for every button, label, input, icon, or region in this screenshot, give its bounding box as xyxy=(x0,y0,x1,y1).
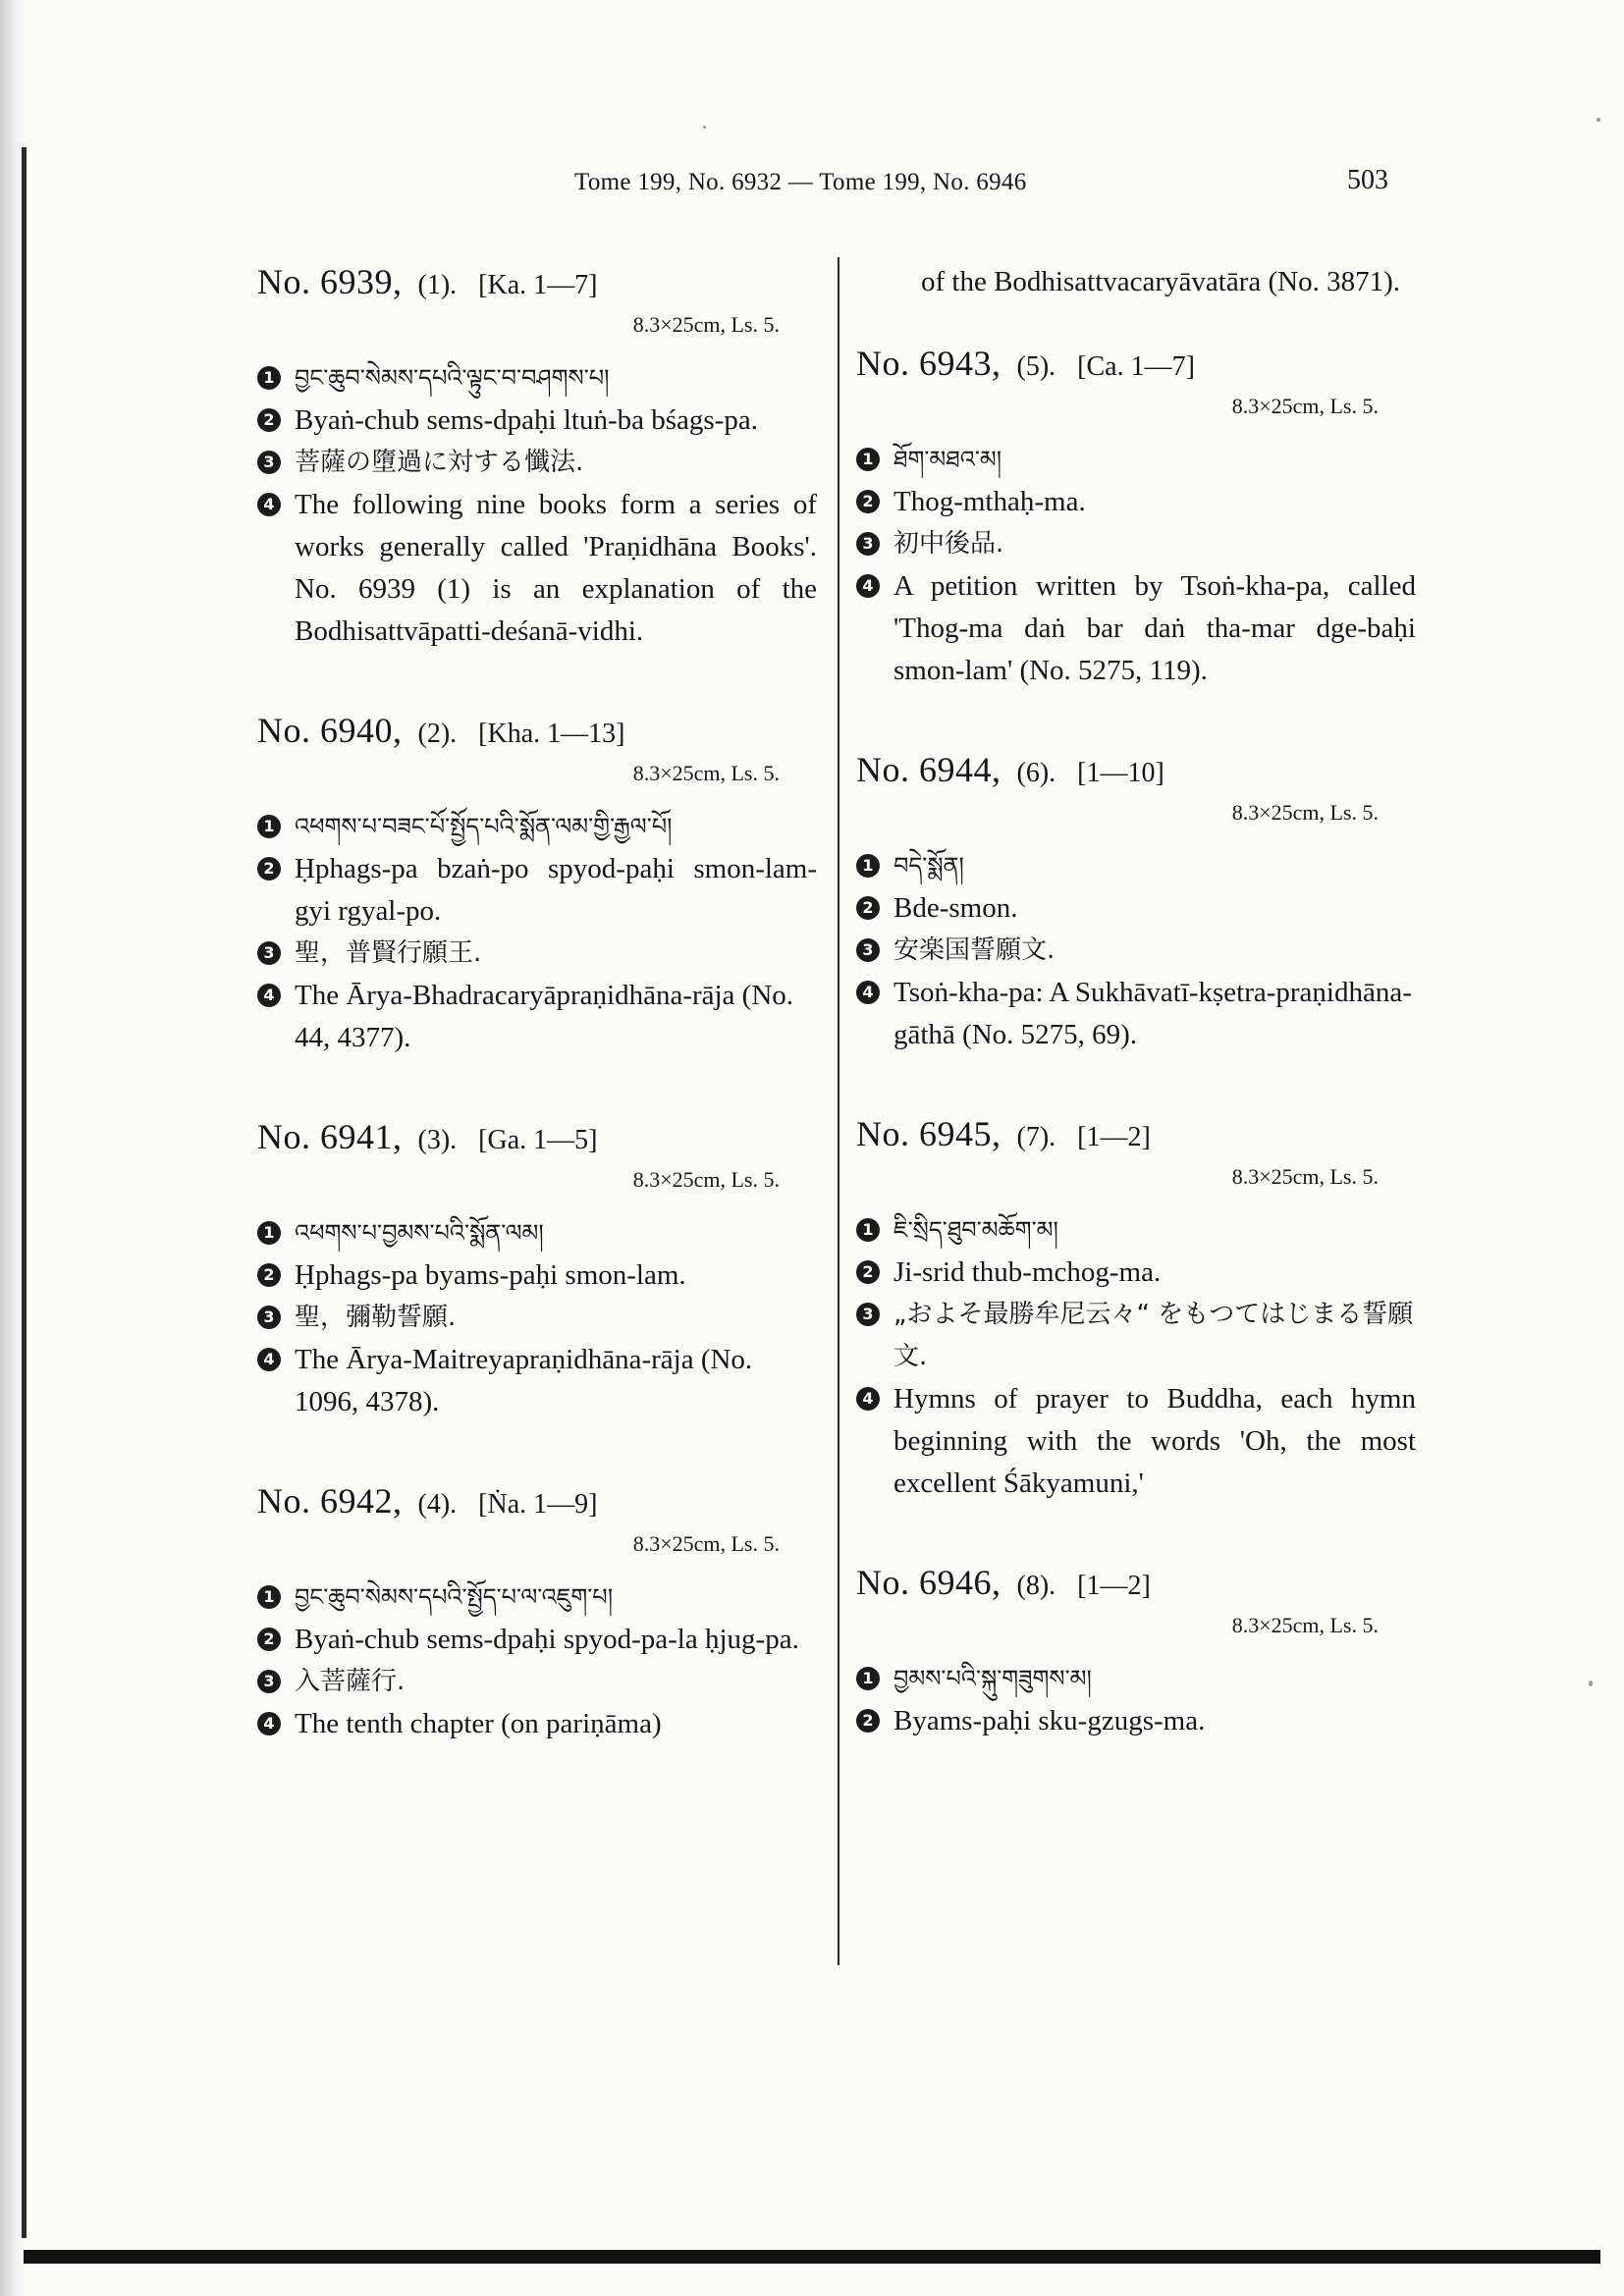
tibetan-title: ཐོག་མཐའ་མ། xyxy=(893,446,1002,473)
circled-number-marker: 2 xyxy=(856,490,880,513)
entry-item-transliteration xyxy=(856,481,1416,523)
circled-number-marker: 4 xyxy=(856,981,880,1004)
catalog-entry xyxy=(856,1113,1416,1505)
entry-folio-range: [1—2] xyxy=(1077,1122,1151,1152)
circled-number-marker: 1 xyxy=(257,366,281,390)
entry-size-spec: 8.3×25cm, Ls. 5. xyxy=(632,761,780,785)
japanese-title: 菩薩の墮過に対する懺法. xyxy=(295,448,584,477)
circled-number-marker: 2 xyxy=(856,1709,880,1733)
japanese-title: „およそ最勝牟尼云々“ をもつてはじまる誓願文. xyxy=(893,1300,1414,1371)
right-column xyxy=(856,261,1416,1799)
entry-number: No. 6939, xyxy=(257,262,403,301)
entry-number: No. 6942, xyxy=(257,1481,403,1521)
entry-item-japanese xyxy=(257,933,817,975)
circled-number-marker: 1 xyxy=(856,1667,880,1690)
catalog-entry xyxy=(257,261,817,653)
entry-item-description xyxy=(257,1703,817,1745)
catalog-entry xyxy=(257,1116,817,1423)
entry-number: No. 6946, xyxy=(856,1563,1001,1602)
circled-number-marker: 2 xyxy=(856,896,880,920)
scan-speck xyxy=(1589,1681,1593,1686)
transliterated-title: Bde-smon. xyxy=(893,892,1018,924)
circled-number-marker: 1 xyxy=(257,815,281,838)
tibetan-title: འཕགས་པ་བཟང་པོ་སྤྱོད་པའི་སྨོན་ལམ་གྱི་རྒྱལ་པོ། xyxy=(295,813,673,840)
english-description: Hymns of prayer to Buddha, each hymn beginning with the words 'Oh, the most excellent Śākyamuni,' xyxy=(893,1383,1416,1499)
entry-heading xyxy=(257,710,817,751)
entry-size-spec: 8.3×25cm, Ls. 5. xyxy=(1231,1613,1379,1637)
entry-sequence: (8). xyxy=(1016,1571,1056,1601)
circled-number-marker: 3 xyxy=(257,941,281,965)
scan-speck xyxy=(1597,118,1600,122)
japanese-title: 聖，彌勒誓願. xyxy=(295,1303,457,1332)
circled-number-marker: 1 xyxy=(257,1221,281,1245)
entry-heading xyxy=(856,343,1416,384)
transliterated-title: Ji-srid thub-mchog-ma. xyxy=(893,1256,1162,1288)
entry-item-description xyxy=(257,1339,817,1423)
entry-item-transliteration xyxy=(257,848,817,933)
entry-sequence: (4). xyxy=(417,1489,458,1520)
entry-folio-range: [Ga. 1—5] xyxy=(478,1125,598,1155)
page-header xyxy=(0,165,1624,204)
continued-description: of the Bodhisattvacaryāvatāra (No. 3871). xyxy=(921,266,1400,297)
entry-folio-range: [Ca. 1—7] xyxy=(1077,351,1195,382)
transliterated-title: Byams-paḥi sku-gzugs-ma. xyxy=(893,1705,1206,1736)
transliterated-title: Ḥphags-pa bzaṅ-po spyod-paḥi smon-lam-gyi rgyal-po. xyxy=(295,853,817,927)
entry-item-description xyxy=(856,972,1416,1056)
scan-bottom-border xyxy=(24,2250,1600,2264)
tibetan-title: བྱམས་པའི་སྐུ་གཟུགས་མ། xyxy=(893,1665,1092,1692)
entry-heading xyxy=(257,261,817,302)
transliterated-title: Ḥphags-pa byams-paḥi smon-lam. xyxy=(295,1259,686,1291)
transliterated-title: Byaṅ-chub sems-dpaḥi spyod-pa-la ḥjug-pa. xyxy=(295,1624,799,1655)
circled-number-marker: 3 xyxy=(257,451,281,474)
catalog-entry xyxy=(257,1480,817,1745)
entry-folio-range: [Ka. 1—7] xyxy=(478,270,598,300)
entry-item-tibetan xyxy=(856,1658,1416,1700)
catalog-entry xyxy=(856,749,1416,1056)
entry-item-transliteration xyxy=(257,1255,817,1297)
entry-item-japanese xyxy=(856,523,1416,565)
entry-item-japanese xyxy=(257,1661,817,1703)
tibetan-title: བྱང་ཆུབ་སེམས་དཔའི་སྤྱོད་པ་ལ་འཇུག་པ། xyxy=(295,1583,614,1611)
entry-folio-range: [Kha. 1—13] xyxy=(478,719,625,749)
tibetan-title: ཇི་སྲིད་ཐུབ་མཆོག་མ། xyxy=(893,1216,1058,1244)
catalog-entry xyxy=(257,710,817,1059)
entry-item-transliteration xyxy=(257,400,817,442)
page-number: 503 xyxy=(1347,165,1388,195)
entry-item-transliteration xyxy=(257,1619,817,1661)
english-description: The Ārya-Bhadracaryāpraṇidhāna-rāja (No. 44, 4377). xyxy=(295,980,794,1053)
english-description: Tsoṅ-kha-pa: A Sukhāvatī-kṣetra-praṇidhāna-gāthā (No. 5275, 69). xyxy=(893,977,1412,1050)
entry-sequence: (7). xyxy=(1016,1122,1056,1152)
japanese-title: 初中後品. xyxy=(893,529,1004,559)
tibetan-title: འཕགས་པ་བྱམས་པའི་སྨོན་ལམ། xyxy=(295,1219,544,1247)
entry-item-tibetan xyxy=(257,1576,817,1619)
entry-sequence: (1). xyxy=(417,270,458,300)
circled-number-marker: 1 xyxy=(856,448,880,471)
entry-size-spec: 8.3×25cm, Ls. 5. xyxy=(1231,800,1379,825)
entry-item-tibetan xyxy=(257,806,817,848)
entry-item-description xyxy=(257,975,817,1059)
circled-number-marker: 4 xyxy=(257,1712,281,1735)
entry-folio-range: [1—10] xyxy=(1077,758,1164,788)
english-description: The Ārya-Maitreyapraṇidhāna-rāja (No. 1096, 4378). xyxy=(295,1344,753,1417)
circled-number-marker: 4 xyxy=(856,574,880,598)
tibetan-title: བདེ་སྨོན། xyxy=(893,852,964,880)
left-column xyxy=(257,261,817,1802)
entry-number: No. 6940, xyxy=(257,711,403,750)
japanese-title: 入菩薩行. xyxy=(295,1667,406,1696)
running-title: Tome 199, No. 6932 — Tome 199, No. 6946 xyxy=(574,169,1027,195)
entry-item-tibetan xyxy=(856,1209,1416,1252)
entry-item-transliteration xyxy=(856,1252,1416,1294)
entry-item-tibetan xyxy=(856,439,1416,481)
entry-item-description xyxy=(856,565,1416,692)
entry-number: No. 6944, xyxy=(856,750,1001,789)
entry-sequence: (5). xyxy=(1016,351,1056,382)
entry-sequence: (2). xyxy=(417,719,458,749)
entry-item-japanese xyxy=(856,1294,1416,1378)
entry-sequence: (6). xyxy=(1016,758,1056,788)
entry-item-japanese xyxy=(856,930,1416,972)
entry-heading xyxy=(856,749,1416,790)
english-description: A petition written by Tsoṅ-kha-pa, called 'Thog-ma daṅ bar daṅ tha-mar dge-baḥi smon-lam' (No. 5275, 119). xyxy=(893,570,1416,686)
circled-number-marker: 1 xyxy=(856,1218,880,1242)
english-description: The following nine books form a series of works generally called 'Praṇidhāna Books'. No. 6939 (1) is an explanation of the Bodhisattvāpatti-deśanā-vidhi. xyxy=(295,489,817,647)
entry-item-japanese xyxy=(257,1297,817,1339)
circled-number-marker: 2 xyxy=(257,408,281,432)
circled-number-marker: 4 xyxy=(257,1348,281,1371)
circled-number-marker: 3 xyxy=(257,1306,281,1329)
japanese-title: 安楽国誓願文. xyxy=(893,935,1056,965)
entry-heading xyxy=(856,1562,1416,1603)
english-description: The tenth chapter (on pariṇāma) xyxy=(295,1708,662,1739)
entry-sequence: (3). xyxy=(417,1125,458,1155)
circled-number-marker: 3 xyxy=(856,532,880,556)
circled-number-marker: 2 xyxy=(856,1260,880,1284)
entry-item-transliteration xyxy=(856,887,1416,930)
catalog-entry xyxy=(856,1562,1416,1742)
entry-size-spec: 8.3×25cm, Ls. 5. xyxy=(632,312,780,337)
entry-item-tibetan xyxy=(257,357,817,400)
entry-folio-range: [1—2] xyxy=(1077,1571,1151,1601)
circled-number-marker: 3 xyxy=(856,1303,880,1326)
transliterated-title: Thog-mthaḥ-ma. xyxy=(893,486,1086,517)
tibetan-title: བྱང་ཆུབ་སེམས་དཔའི་ལྟུང་བ་བཤགས་པ། xyxy=(295,364,610,392)
entry-heading xyxy=(257,1480,817,1522)
entry-item-tibetan xyxy=(856,845,1416,887)
circled-number-marker: 4 xyxy=(257,493,281,516)
scan-speck xyxy=(703,126,706,129)
circled-number-marker: 1 xyxy=(856,854,880,878)
circled-number-marker: 3 xyxy=(257,1670,281,1693)
entry-item-japanese xyxy=(257,442,817,484)
transliterated-title: Byaṅ-chub sems-dpaḥi ltuṅ-ba bśags-pa. xyxy=(295,404,758,436)
entry-item-tibetan xyxy=(257,1212,817,1255)
entry-item-description xyxy=(257,484,817,653)
circled-number-marker: 1 xyxy=(257,1585,281,1609)
entry-size-spec: 8.3×25cm, Ls. 5. xyxy=(632,1531,780,1556)
circled-number-marker: 4 xyxy=(856,1387,880,1411)
entry-folio-range: [Ṅa. 1—9] xyxy=(478,1489,598,1520)
circled-number-marker: 4 xyxy=(257,984,281,1007)
circled-number-marker: 2 xyxy=(257,1628,281,1651)
catalog-entry xyxy=(856,343,1416,692)
entry-size-spec: 8.3×25cm, Ls. 5. xyxy=(632,1167,780,1192)
entry-heading xyxy=(856,1113,1416,1154)
column-divider xyxy=(838,257,839,1965)
entry-size-spec: 8.3×25cm, Ls. 5. xyxy=(1231,1164,1379,1189)
circled-number-marker: 3 xyxy=(856,938,880,962)
entry-size-spec: 8.3×25cm, Ls. 5. xyxy=(1231,394,1379,418)
entry-item-transliteration xyxy=(856,1700,1416,1742)
japanese-title: 聖，普賢行願王. xyxy=(295,938,482,968)
entry-number: No. 6943, xyxy=(856,344,1001,383)
entry-heading xyxy=(257,1116,817,1157)
entry-number: No. 6945, xyxy=(856,1114,1001,1153)
entry-number: No. 6941, xyxy=(257,1117,403,1156)
entry-item-description xyxy=(856,1378,1416,1505)
circled-number-marker: 2 xyxy=(257,857,281,881)
binding-strip xyxy=(22,147,27,2238)
circled-number-marker: 2 xyxy=(257,1263,281,1287)
